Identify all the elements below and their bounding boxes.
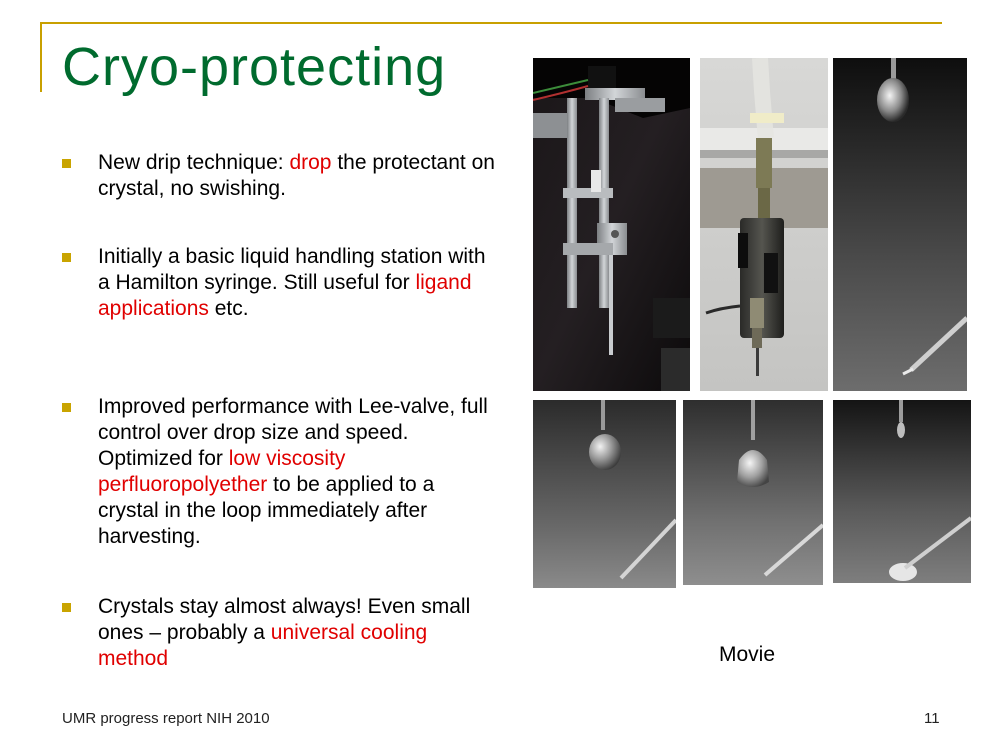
highlight-text: drop (289, 151, 332, 174)
bullet-text-part: the protectant on crystal, no swishing. (98, 151, 495, 200)
photo-liquid-handling-station (533, 58, 690, 391)
photo-drop-forming-1 (833, 58, 967, 391)
bullet-marker (62, 403, 71, 412)
bullet-marker (62, 253, 71, 262)
bullet-text (98, 394, 498, 550)
bullet-text (98, 594, 498, 672)
movie-caption: Movie (719, 643, 776, 666)
highlight-text: low viscosity perfluoropolyether (98, 447, 346, 496)
bullet-marker (62, 603, 71, 612)
page-number: 11 (924, 710, 940, 727)
photo-drop-forming-3 (683, 400, 823, 585)
highlight-text: ligand applications (98, 271, 472, 320)
highlight-text: universal cooling method (98, 621, 428, 670)
bullet-text-part: New drip technique: (98, 151, 290, 174)
photo-drop-forming-4 (833, 400, 971, 583)
slide-title: Cryo-protecting (62, 37, 447, 97)
bullet-text-part: Crystals stay almost always! Even small ones – probably a (98, 595, 471, 644)
photo-drop-forming-2 (533, 400, 676, 588)
footer-text: UMR progress report NIH 2010 (62, 710, 270, 727)
bullet-text (98, 244, 498, 322)
bullet-text-part: Improved performance with Lee-valve, full control over drop size and speed. Optimized for (98, 395, 488, 470)
left-accent-rule (40, 22, 42, 92)
bullet-text-part: Initially a basic liquid handling station with a Hamilton syringe. Still useful for (98, 245, 486, 294)
bullet-text-part: etc. (208, 297, 249, 320)
photo-lee-valve-assembly (700, 58, 828, 391)
top-accent-rule (40, 22, 942, 24)
bullet-marker (62, 159, 71, 168)
bullet-text-part: to be applied to a crystal in the loop immediately after harvesting. (98, 473, 435, 548)
bullet-text (98, 150, 498, 202)
